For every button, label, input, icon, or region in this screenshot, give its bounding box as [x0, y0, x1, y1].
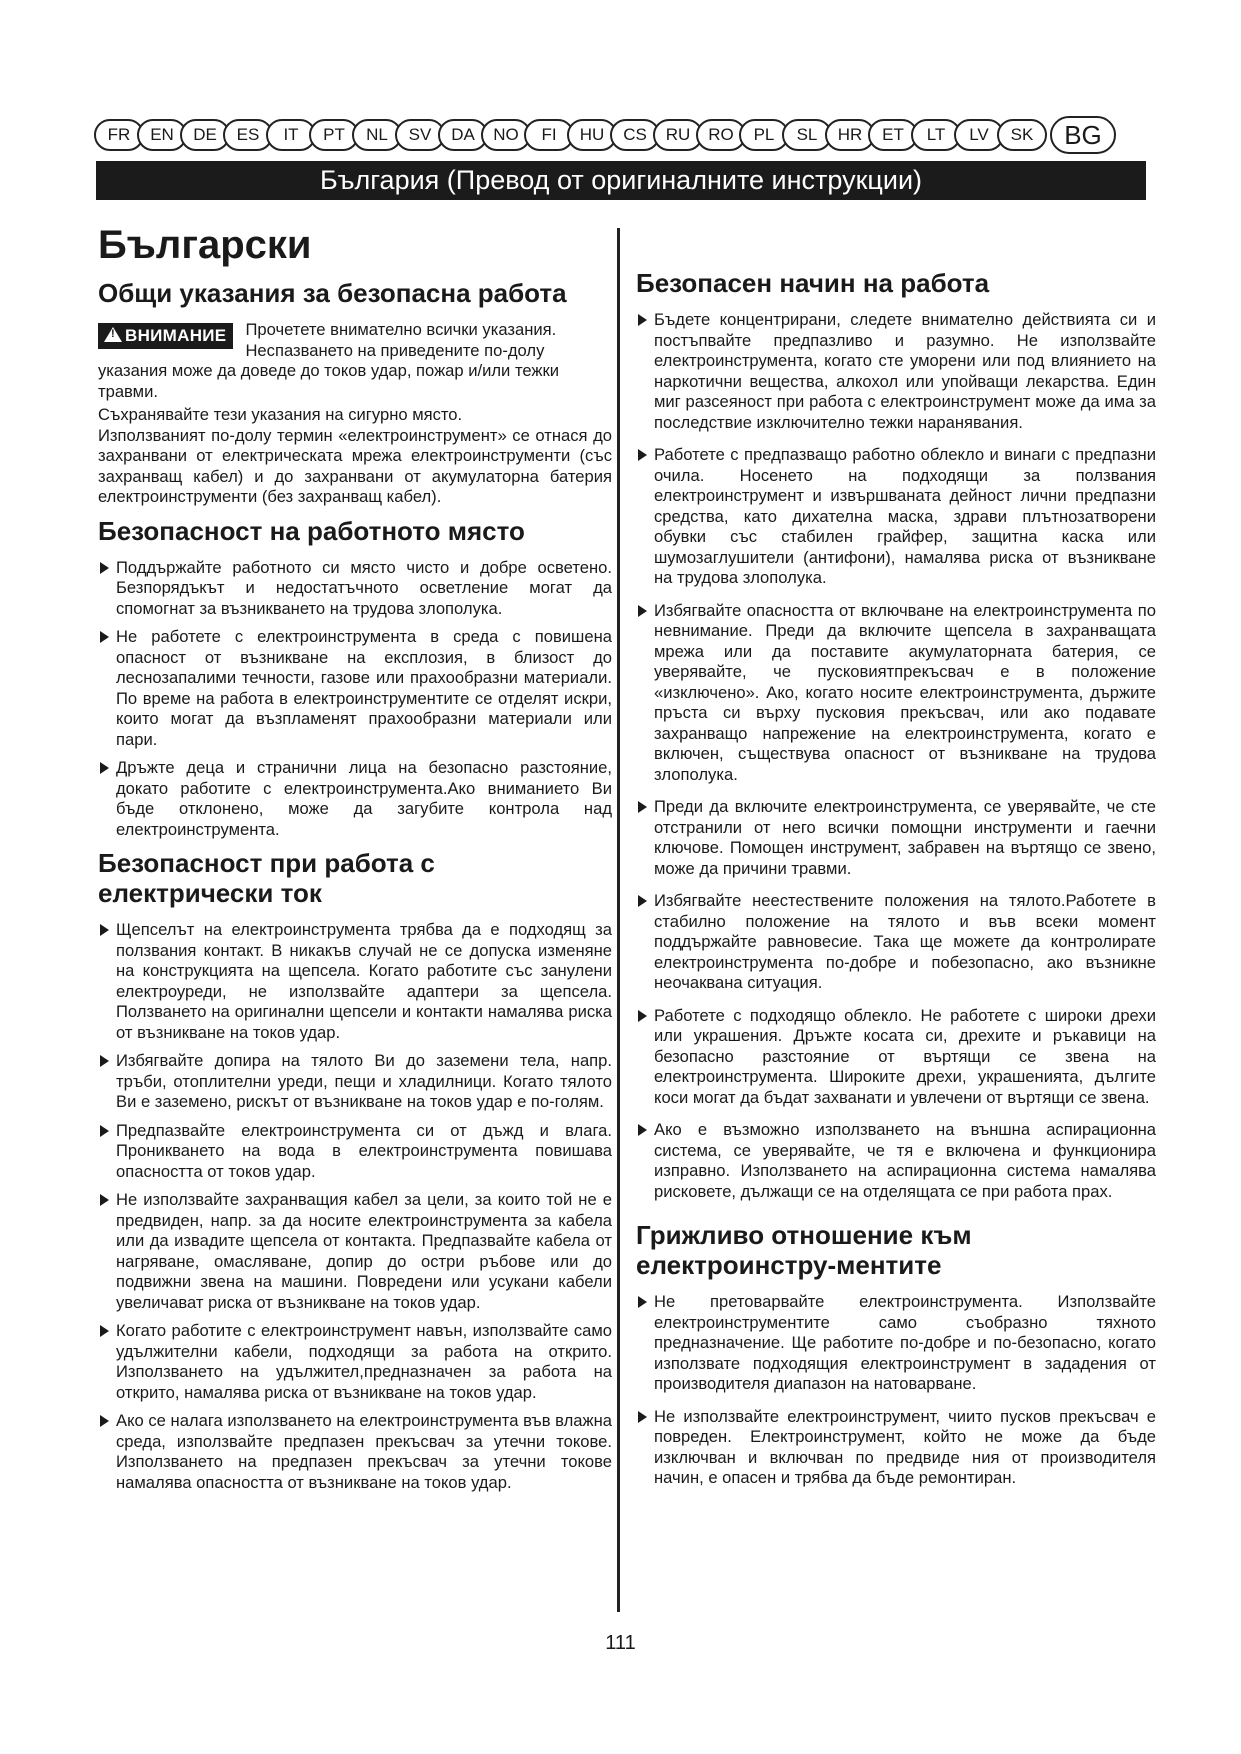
list-item: Не използвайте захранващия кабел за цели, за които той не е предвиден, напр. за да носите електроинструмента за кабела или да извадите щепсела от контакта. Предпазвайте кабела от нагряване, омасляване, допир до остри ръбове или до подвижни звена на машини. Повредени или усукани кабели увеличават риска от възникване на токов удар.	[98, 1190, 612, 1313]
bullet-arrow-icon	[638, 895, 647, 907]
bullet-arrow-icon	[638, 1411, 647, 1423]
language-selector	[94, 116, 1148, 154]
lang-tab-hr[interactable]: HR	[825, 119, 875, 151]
lang-tab-sv[interactable]: SV	[395, 119, 445, 151]
bullet-arrow-icon	[100, 1055, 109, 1067]
safe-work-list	[636, 310, 1156, 1202]
list-item: Работете с предпазващо работно облекло и винаги с предпазни очила. Носенето на подходящи за ползвания електроинструмент и извършваната дейност лични предпазни средства, като дихателна маска, здрави плътнозатворени обувки със стабилен грайфер, защитна каска или шумозаглушители (антифони), намалява риска от възникване на трудова злополука.	[636, 445, 1156, 589]
list-item: Дръжте деца и странични лица на безопасно разстояние, докато работите с електроинструмента.Ако вниманието Ви бъде отклонено, може да загубите контрола над електроинструмента.	[98, 758, 612, 840]
warning-block	[98, 320, 612, 402]
bullet-arrow-icon	[638, 1124, 647, 1136]
list-item: Щепселът на електроинструмента трябва да е подходящ за ползвания контакт. В никакъв случай не се допуска изменяне на конструкцията на щепсела. Когато работите със занулени електроуреди, не използвайте адаптери за щепсела. Ползването на оригинални щепсели и контакти намалява риска от възникване на токов удар.	[98, 920, 612, 1043]
list-item: Преди да включите електроинструмента, се уверявайте, че сте отстранили от него всички помощни инструменти и гаечни ключове. Помощен инструмент, забравен на въртящо се звено, може да причини травми.	[636, 797, 1156, 879]
lang-tab-sl[interactable]: SL	[782, 119, 832, 151]
list-item: Избягвайте опасността от включване на електроинструмента по невнимание. Преди да включите щепсела в захранващата мрежа или да поставите акумулаторната батерия, се уверявайте, че пусковиятпрекъсвач е в положение «изключено». Ако, когато носите електроинструмента, държите пръста си върху пусковия прекъсвач, или ако подавате захранващо напрежение на електроинструмента, когато е включен, съществува опасност от възникване на трудова злополука.	[636, 601, 1156, 786]
lang-tab-es[interactable]: ES	[223, 119, 273, 151]
lang-tab-lv[interactable]: LV	[954, 119, 1004, 151]
list-item: Ако е възможно използването на външна аспирационна система, се уверявайте, че тя е включена и функционира изправно. Използването на аспирационна система намалява рисковете, дължащи се на отделящата се при работа прах.	[636, 1120, 1156, 1202]
bullet-arrow-icon	[100, 631, 109, 643]
lang-tab-fi[interactable]: FI	[524, 119, 574, 151]
list-item: Когато работите с електроинструмент навън, използвайте само удължителни кабели, подходящи за работа на открито. Използването на удължител,предназначен за работа на открито, намалява риска от възникване на токов удар.	[98, 1321, 612, 1403]
list-item: Избягвайте неестествените положения на тялото.Работете в стабилно положение на тялото и във всеки момент поддържайте равновесие. Така ще можете да контролирате електроинструмента по-добре и побезопасно, ако възникне неочаквана ситуация.	[636, 891, 1156, 994]
page-title: Български	[98, 223, 312, 267]
lang-tab-pl[interactable]: PL	[739, 119, 789, 151]
warning-icon	[104, 327, 122, 342]
bullet-arrow-icon	[100, 1325, 109, 1337]
left-column	[98, 222, 612, 1501]
warning-badge-label: ВНИМАНИЕ	[125, 326, 227, 345]
lang-tab-it[interactable]: IT	[266, 119, 316, 151]
electric-safety-list	[98, 920, 612, 1493]
lang-tab-de[interactable]: DE	[180, 119, 230, 151]
electric-safety-heading: Безопасност при работа с електрически ток	[98, 848, 435, 908]
lang-tab-lt[interactable]: LT	[911, 119, 961, 151]
lang-tab-bg-active[interactable]: BG	[1050, 116, 1116, 154]
tool-care-list	[636, 1292, 1156, 1489]
lang-tab-nl[interactable]: NL	[352, 119, 402, 151]
column-divider	[617, 228, 620, 1612]
bullet-arrow-icon	[100, 924, 109, 936]
bullet-arrow-icon	[100, 1194, 109, 1206]
general-safety-heading: Общи указания за безопасна работа	[98, 278, 567, 308]
bullet-arrow-icon	[638, 449, 647, 461]
term-definition-text: Използваният по-долу термин «електроинструмент» се отнася до захранвани от електрическата мрежа електроинструменти (със захранващ кабел) и до захранвани от акумулаторна батерия електроинструменти (без захранващ кабел).	[98, 425, 612, 506]
bullet-arrow-icon	[100, 562, 109, 574]
right-column	[636, 268, 1156, 1501]
safe-work-heading: Безопасен начин на работа	[636, 268, 990, 298]
lang-tab-cs[interactable]: CS	[610, 119, 660, 151]
bullet-arrow-icon	[638, 801, 647, 813]
list-item: Не работете с електроинструмента в среда с повишена опасност от възникване на експлозия, в близост до леснозапалими течности, газове или прахообразни материали. По време на работа в електроинструментите се отделят искри, които могат да възпламенят прахообразни материали или пари.	[98, 627, 612, 750]
bullet-arrow-icon	[638, 605, 647, 617]
bullet-arrow-icon	[100, 762, 109, 774]
lang-tab-sk[interactable]: SK	[997, 119, 1047, 151]
workplace-safety-list	[98, 558, 612, 841]
warning-text: Прочетете внимателно всички указания. Неспазването на приведените по-долу указания може да доведе до токов удар, пожар и/или тежки травми.	[98, 320, 560, 401]
bullet-arrow-icon	[638, 1296, 647, 1308]
list-item: Не претоварвайте електроинструмента. Използвайте електроинструментите само съобразно тяхното предназначение. Ще работите по-добре и по-безопасно, когато използвате подходящия електроинструмент в зададения от производителя диапазон на натоварване.	[636, 1292, 1156, 1395]
list-item: Не използвайте електроинструмент, чиито пусков прекъсвач е повреден. Електроинструмент, който не може да бъде изключван и включван по предвиде ния от производителя начин, е опасен и трябва да бъде ремонтиран.	[636, 1407, 1156, 1489]
keep-instructions-text: Съхранявайте тези указания на сигурно място.	[98, 405, 463, 424]
list-item: Работете с подходящо облекло. Не работете с широки дрехи или украшения. Дръжте косата си, дрехите и ръкавици на безопасно разстояние от въртящи се звена на електроинструмента. Широките дрехи, украшенията, дългите коси могат да бъдат захванати и увлечени от въртящи се звена.	[636, 1006, 1156, 1109]
workplace-safety-heading: Безопасност на работното място	[98, 515, 525, 546]
list-item: Ако се налага използването на електроинструмента във влажна среда, използвайте предпазен прекъсвач за утечни токове. Използването на предпазен прекъсвач за утечни токове намалява опасността от възникване на токов удар.	[98, 1411, 612, 1493]
bullet-arrow-icon	[100, 1125, 109, 1137]
lang-tab-da[interactable]: DA	[438, 119, 488, 151]
lang-tab-en[interactable]: EN	[137, 119, 187, 151]
page-number: 111	[605, 1632, 636, 1654]
tool-care-heading: Грижливо отношение към електроинстру-ментите	[636, 1220, 972, 1280]
bullet-arrow-icon	[100, 1415, 109, 1427]
list-item: Поддържайте работното си място чисто и добре осветено. Безпорядъкът и недостатъчното осветление могат да спомогнат за възникването на трудова злополука.	[98, 558, 612, 620]
lang-tab-et[interactable]: ET	[868, 119, 918, 151]
lang-tab-ro[interactable]: RO	[696, 119, 746, 151]
section-banner: България (Превод от оригиналните инструкции)	[96, 161, 1146, 200]
lang-tab-ru[interactable]: RU	[653, 119, 703, 151]
lang-tab-hu[interactable]: HU	[567, 119, 617, 151]
list-item: Бъдете концентрирани, следете внимателно действията си и постъпвайте предпазливо и разумно. Не използвайте електроинструмента, когато сте уморени или под влиянието на наркотични вещества, алкохол или упойващи лекарства. Един миг разсеяност при работа с електроинструмент може да има за последствие изключително тежки наранявания.	[636, 310, 1156, 433]
lang-tab-no[interactable]: NO	[481, 119, 531, 151]
bullet-arrow-icon	[638, 314, 647, 326]
bullet-arrow-icon	[638, 1010, 647, 1022]
lang-tab-fr[interactable]: FR	[94, 119, 144, 151]
list-item: Избягвайте допира на тялото Ви до заземени тела, напр. тръби, отоплителни уреди, пещи и хладилници. Когато тялото Ви е заземено, рискът от възникване на токов удар е по-голям.	[98, 1051, 612, 1113]
warning-badge	[98, 323, 233, 349]
lang-tab-pt[interactable]: PT	[309, 119, 359, 151]
list-item: Предпазвайте електроинструмента си от дъжд и влага. Проникването на вода в електроинструмента повишава опасността от токов удар.	[98, 1121, 612, 1183]
